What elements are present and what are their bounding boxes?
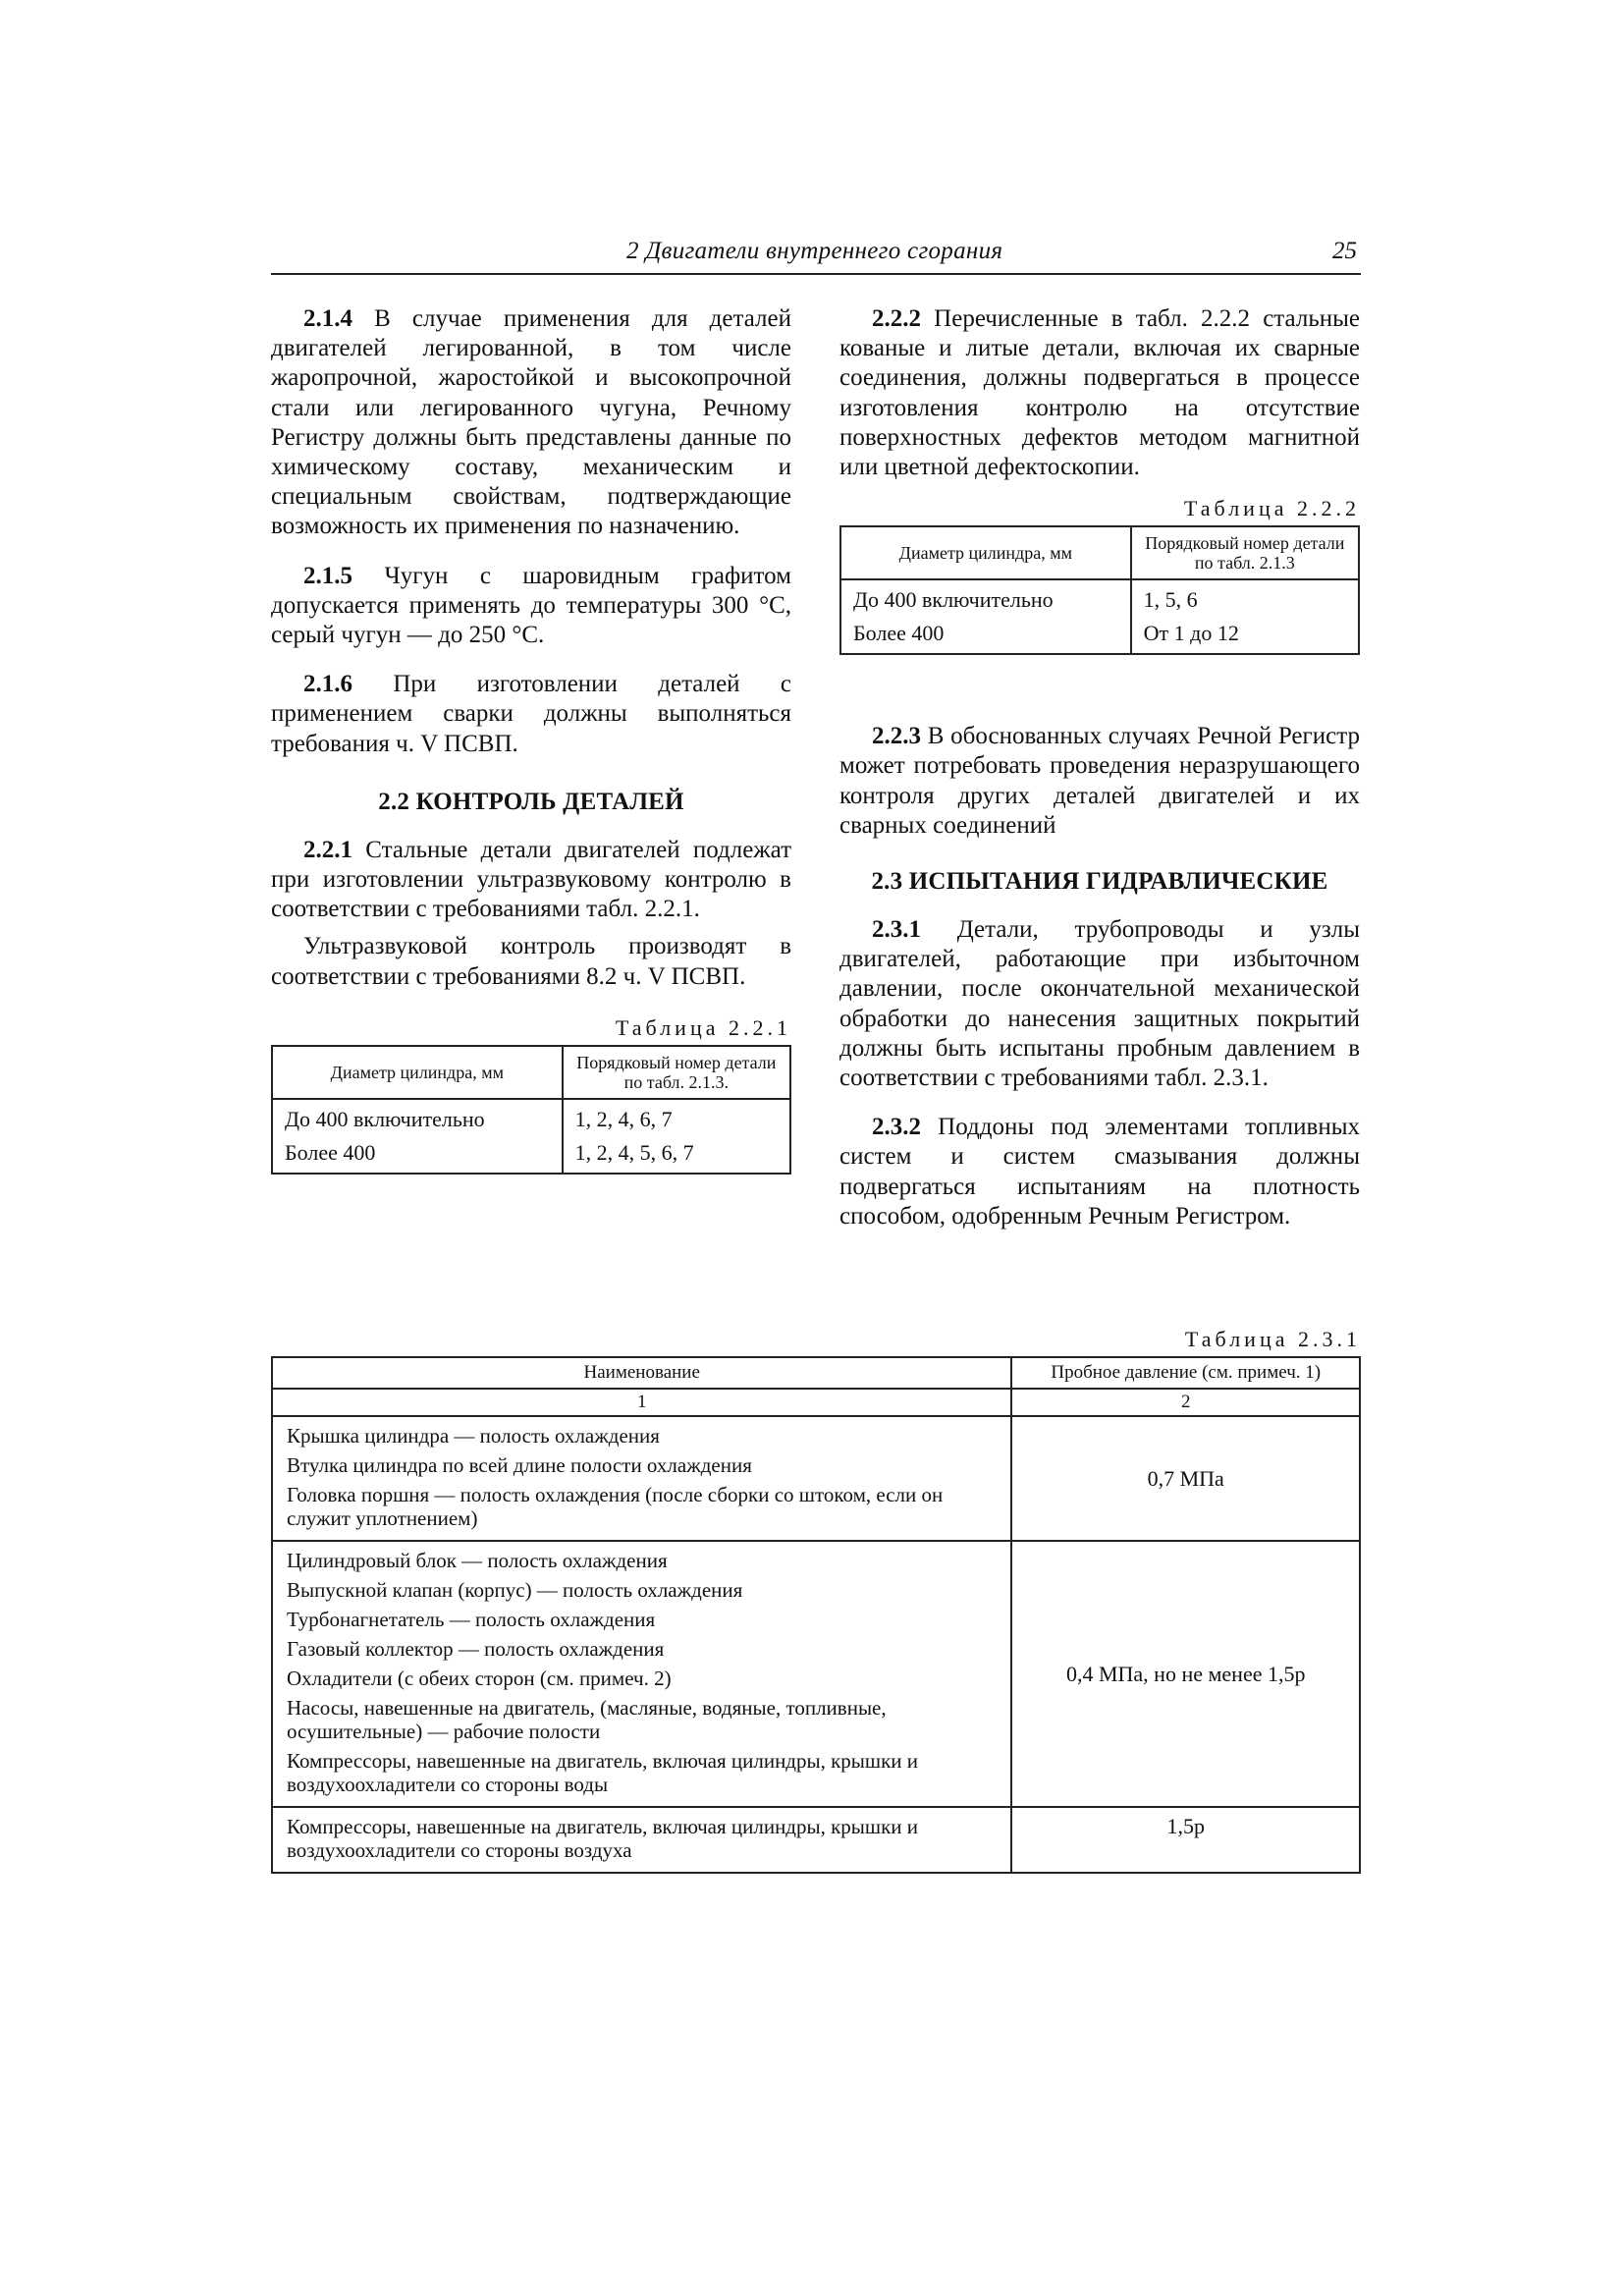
table-row bbox=[272, 1099, 790, 1136]
table-caption: Таблица 2.2.1 bbox=[615, 1014, 791, 1040]
table-cell: От 1 до 12 bbox=[1131, 617, 1359, 654]
clause-text: Поддоны под элементами топливных систем и систем смазывания должны подвергаться испытаниям на плотность способом, одобренным Речным Регистром. bbox=[839, 1114, 1360, 1230]
paragraph-ultrasonic: Ультразвуковой контроль производят в соответствии с требованиями 8.2 ч. V ПСВП. bbox=[271, 933, 791, 990]
pressure-value: 1,5p bbox=[1011, 1807, 1360, 1873]
table-row bbox=[840, 579, 1359, 617]
table-row bbox=[840, 617, 1359, 654]
paragraph-2-2-2 bbox=[839, 304, 1360, 482]
column-number-row bbox=[272, 1389, 1360, 1416]
paragraph-2-1-4 bbox=[271, 304, 791, 542]
clause-number: 2.2.2 bbox=[872, 305, 921, 332]
table-header-cell: Порядковый номер детали по табл. 2.1.3 bbox=[1131, 526, 1359, 579]
list-item: Турбонагнетатель — полость охлаждения bbox=[287, 1608, 656, 1631]
table-row bbox=[272, 1416, 1360, 1541]
right-column bbox=[839, 304, 1360, 1251]
paragraph-2-1-6 bbox=[271, 670, 791, 759]
item-list bbox=[272, 1416, 1011, 1541]
clause-text: При изготовлении деталей с применением сварки должны выполняться требования ч. V ПСВП. bbox=[271, 671, 791, 757]
column-number: 1 bbox=[272, 1389, 1011, 1416]
table-header-cell: Порядковый номер детали по табл. 2.1.3. bbox=[563, 1046, 790, 1099]
list-item: Цилиндровый блок — полость охлаждения bbox=[287, 1549, 668, 1572]
list-item: Выпускной клапан (корпус) — полость охлаждения bbox=[287, 1578, 743, 1602]
chapter-title: 2 Двигатели внутреннего сгорания bbox=[626, 238, 1003, 264]
table-2-2-2 bbox=[839, 525, 1360, 655]
clause-number: 2.3.2 bbox=[872, 1114, 921, 1141]
clause-number: 2.2.3 bbox=[872, 723, 921, 750]
running-header bbox=[271, 236, 1361, 275]
table-header-cell: Пробное давление (см. примеч. 1) bbox=[1011, 1357, 1360, 1389]
pressure-value: 0,4 МПа, но не менее 1,5p bbox=[1011, 1541, 1360, 1807]
clause-number: 2.1.6 bbox=[303, 671, 352, 698]
list-item: Насосы, навешенные на двигатель, (масляные, водяные, топливные, осушительные) — рабочие полости bbox=[287, 1696, 887, 1743]
table-2-2-1-block bbox=[271, 1015, 791, 1175]
left-column bbox=[271, 304, 791, 1175]
table-2-2-1 bbox=[271, 1045, 791, 1175]
table-cell: 1, 2, 4, 5, 6, 7 bbox=[563, 1136, 790, 1174]
table-header-cell: Диаметр цилиндра, мм bbox=[272, 1046, 563, 1099]
table-row bbox=[272, 1541, 1360, 1807]
clause-number: 2.1.4 bbox=[303, 305, 352, 332]
table-header-cell: Наименование bbox=[272, 1357, 1011, 1389]
list-item: Компрессоры, навешенные на двигатель, включая цилиндры, крышки и воздухоохладители со стороны воды bbox=[287, 1749, 919, 1796]
table-row bbox=[272, 1807, 1360, 1873]
clause-text: Чугун с шаровидным графитом допускается применять до температуры 300 °С, серый чугун — до 250 °С. bbox=[271, 562, 791, 649]
clause-number: 2.1.5 bbox=[303, 562, 352, 589]
item-list bbox=[272, 1807, 1011, 1873]
clause-text: Перечисленные в табл. 2.2.2 стальные кованые и литые детали, включая их сварные соединения, должны подвергаться в процессе изготовления контролю на отсутствие поверхностных дефектов методом магнитной или цветной дефектоскопии. bbox=[839, 305, 1360, 481]
clause-number: 2.3.1 bbox=[872, 916, 921, 944]
item-list bbox=[272, 1541, 1011, 1807]
table-header-row bbox=[840, 526, 1359, 579]
paragraph-2-2-3 bbox=[839, 722, 1360, 841]
clause-text: В обоснованных случаях Речной Регистр может потребовать проведения неразрушающего контроля других деталей двигателей и их сварных соединений bbox=[839, 723, 1360, 839]
table-caption: Таблица 2.3.1 bbox=[1184, 1327, 1361, 1351]
clause-number: 2.2.1 bbox=[303, 836, 352, 863]
page-number: 25 bbox=[1332, 238, 1357, 264]
table-cell: Более 400 bbox=[272, 1136, 563, 1174]
clause-text: Стальные детали двигателей подлежат при изготовлении ультразвуковому контролю в соответствии с требованиями табл. 2.2.1. bbox=[271, 836, 791, 923]
table-cell: До 400 включительно bbox=[840, 579, 1131, 617]
table-caption: Таблица 2.2.2 bbox=[1183, 496, 1360, 521]
paragraph-2-2-1 bbox=[271, 836, 791, 925]
list-item: Крышка цилиндра — полость охлаждения bbox=[287, 1424, 660, 1448]
table-row bbox=[272, 1136, 790, 1174]
table-header-row bbox=[272, 1357, 1360, 1389]
clause-text: Детали, трубопроводы и узлы двигателей, работающие при избыточном давлении, после окончательной механической обработки до нанесения защитных покрытий должны быть испытаны пробным давлением в соответствии с требованиями табл. 2.3.1. bbox=[839, 916, 1360, 1092]
paragraph-2-3-2 bbox=[839, 1113, 1360, 1231]
table-2-3-1-block bbox=[271, 1327, 1361, 1874]
paragraph-2-1-5 bbox=[271, 562, 791, 651]
list-item: Газовый коллектор — полость охлаждения bbox=[287, 1637, 665, 1661]
table-cell: 1, 2, 4, 6, 7 bbox=[563, 1099, 790, 1136]
paragraph-2-3-1 bbox=[839, 915, 1360, 1093]
list-item: Головка поршня — полость охлаждения (после сборки со штоком, если он служит уплотнением) bbox=[287, 1483, 944, 1530]
column-number: 2 bbox=[1011, 1389, 1360, 1416]
list-item: Втулка цилиндра по всей длине полости охлаждения bbox=[287, 1453, 752, 1477]
list-item: Компрессоры, навешенные на двигатель, включая цилиндры, крышки и воздухоохладители со стороны воздуха bbox=[287, 1815, 919, 1862]
section-heading-2-2: 2.2 КОНТРОЛЬ ДЕТАЛЕЙ bbox=[378, 788, 684, 815]
table-header-cell: Диаметр цилиндра, мм bbox=[840, 526, 1131, 579]
table-cell: До 400 включительно bbox=[272, 1099, 563, 1136]
pressure-value: 0,7 МПа bbox=[1011, 1416, 1360, 1541]
table-2-3-1 bbox=[271, 1356, 1361, 1874]
section-heading-2-3: 2.3 ИСПЫТАНИЯ ГИДРАВЛИЧЕСКИЕ bbox=[871, 868, 1328, 896]
table-header-row bbox=[272, 1046, 790, 1099]
table-cell: Более 400 bbox=[840, 617, 1131, 654]
list-item: Охладители (с обеих сторон (см. примеч. 2) bbox=[287, 1667, 672, 1690]
table-2-2-2-block bbox=[839, 496, 1360, 655]
table-cell: 1, 5, 6 bbox=[1131, 579, 1359, 617]
clause-text: В случае применения для деталей двигателей легированной, в том числе жаропрочной, жаростойкой и высокопрочной стали или легированного чугуна, Речному Регистру должны быть представлены данные по химическому составу, механическим и специальным свойствам, подтверждающие возможность их применения по назначению. bbox=[271, 305, 791, 540]
